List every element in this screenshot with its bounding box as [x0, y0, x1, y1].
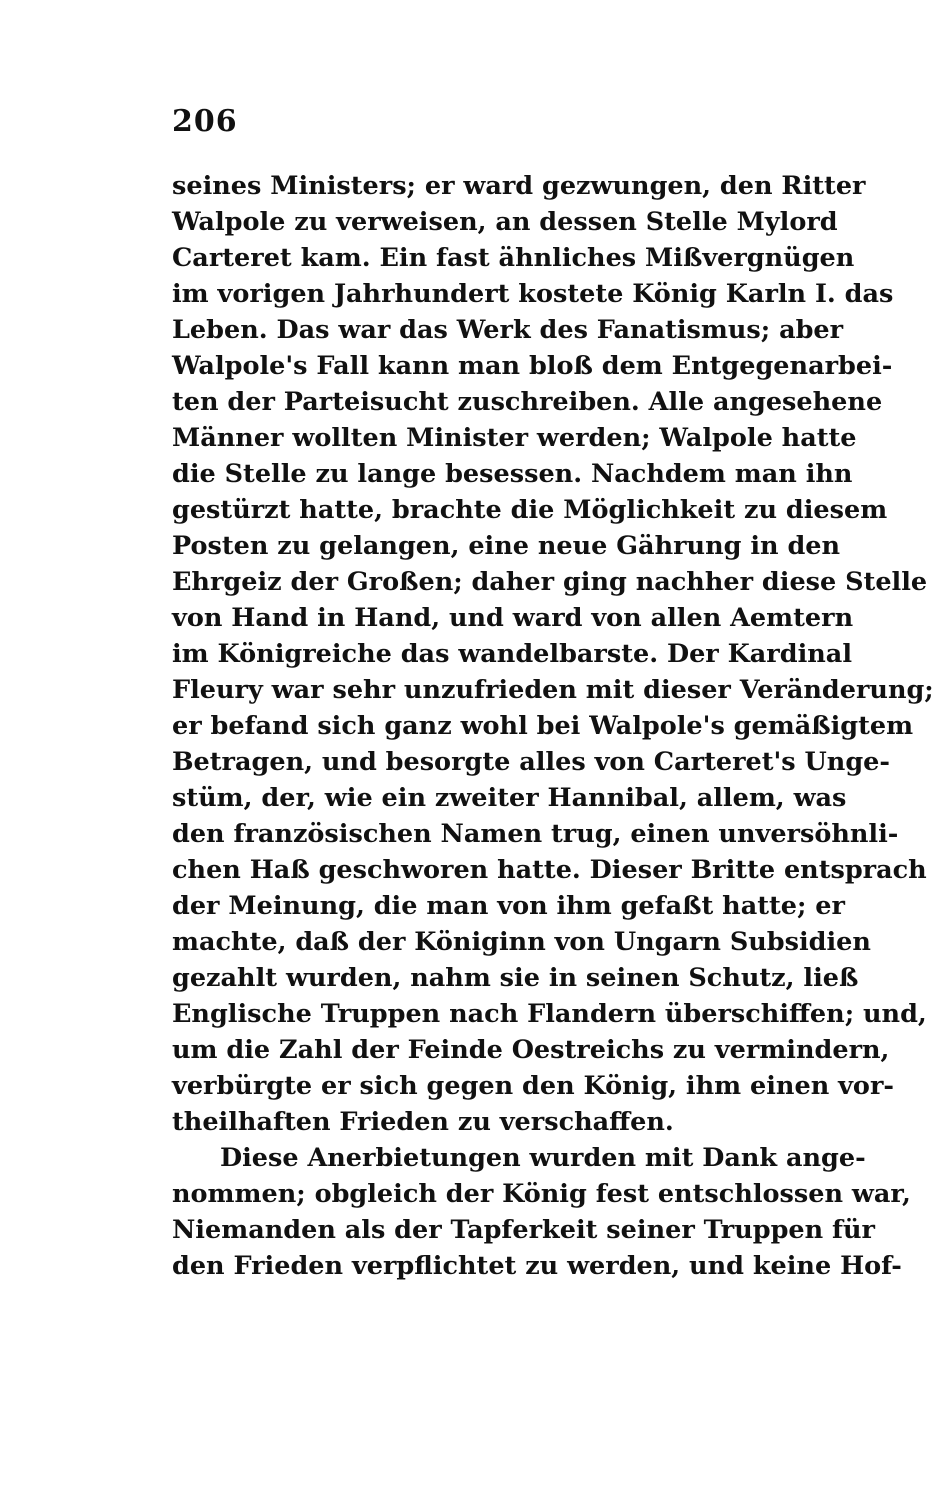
text-line: seines Ministers; er ward gezwungen, den Ritter	[172, 171, 866, 201]
text-line: die Stelle zu lange besessen. Nachdem man ihn	[172, 459, 853, 489]
text-line: theilhaften Frieden zu verschaffen.	[172, 1107, 674, 1137]
text-line: gestürzt hatte, brachte die Möglichkeit zu diesem	[172, 495, 888, 525]
paragraph-1	[172, 168, 934, 1140]
text-line: Diese Anerbietungen wurden mit Dank ange-	[220, 1143, 866, 1173]
page-number: 206	[172, 104, 238, 139]
text-line: Englische Truppen nach Flandern überschiffen; und,	[172, 999, 927, 1029]
text-line: im vorigen Jahrhundert kostete König Karln I. das	[172, 279, 894, 309]
text-line: Fleury war sehr unzufrieden mit dieser Veränderung;	[172, 675, 934, 705]
text-line: chen Haß geschworen hatte. Dieser Britte entsprach	[172, 855, 927, 885]
paragraph-2	[172, 1140, 911, 1284]
text-line: der Meinung, die man von ihm gefaßt hatte; er	[172, 891, 845, 921]
text-line: machte, daß der Königinn von Ungarn Subsidien	[172, 927, 871, 957]
text-line: Carteret kam. Ein fast ähnliches Mißvergnügen	[172, 243, 855, 273]
text-line: Walpole's Fall kann man bloß dem Entgegenarbei-	[172, 351, 893, 381]
text-line: stüm, der, wie ein zweiter Hannibal, allem, was	[172, 783, 847, 813]
text-line: nommen; obgleich der König fest entschlossen war,	[172, 1179, 911, 1209]
text-line: Ehrgeiz der Großen; daher ging nachher diese Stelle	[172, 567, 928, 597]
text-line: um die Zahl der Feinde Oestreichs zu vermindern,	[172, 1035, 890, 1065]
text-line: gezahlt wurden, nahm sie in seinen Schutz, ließ	[172, 963, 859, 993]
text-line: ten der Parteisucht zuschreiben. Alle angesehene	[172, 387, 883, 417]
text-line: Leben. Das war das Werk des Fanatismus; aber	[172, 315, 844, 345]
text-line: Betragen, und besorgte alles von Carteret's Unge-	[172, 747, 890, 777]
text-line: den Frieden verpflichtet zu werden, und keine Hof-	[172, 1251, 902, 1281]
text-line: Posten zu gelangen, eine neue Gährung in den	[172, 531, 841, 561]
text-line: er befand sich ganz wohl bei Walpole's gemäßigtem	[172, 711, 914, 741]
text-line: im Königreiche das wandelbarste. Der Kardinal	[172, 639, 853, 669]
text-line: verbürgte er sich gegen den König, ihm einen vor-	[172, 1071, 894, 1101]
text-line: Männer wollten Minister werden; Walpole hatte	[172, 423, 857, 453]
text-line: Walpole zu verweisen, an dessen Stelle Mylord	[172, 207, 838, 237]
text-line: den französischen Namen trug, einen unversöhnli-	[172, 819, 899, 849]
body-text	[172, 168, 934, 1284]
text-line: von Hand in Hand, und ward von allen Aemtern	[172, 603, 854, 633]
text-line: Niemanden als der Tapferkeit seiner Truppen für	[172, 1215, 875, 1245]
